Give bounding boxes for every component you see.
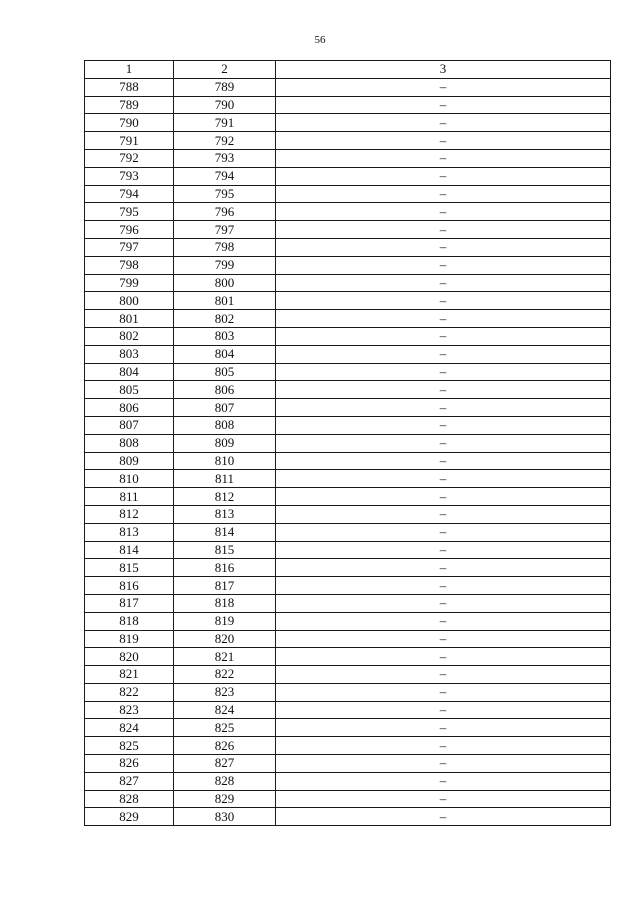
table-cell-col-3: –	[276, 363, 611, 381]
table-cell-col-1: 795	[85, 203, 174, 221]
table-cell-col-3: –	[276, 256, 611, 274]
table-cell-col-1: 796	[85, 221, 174, 239]
table-row	[85, 363, 611, 381]
table-row	[85, 274, 611, 292]
table-cell-col-3: –	[276, 345, 611, 363]
table-row	[85, 416, 611, 434]
table-cell-col-2: 822	[174, 666, 276, 684]
table-cell-col-2: 811	[174, 470, 276, 488]
table-cell-col-3: –	[276, 755, 611, 773]
table-cell-col-3: –	[276, 701, 611, 719]
table-cell-col-1: 811	[85, 488, 174, 506]
table-cell-col-2: 793	[174, 149, 276, 167]
table-header	[85, 61, 611, 79]
table-cell-col-2: 809	[174, 434, 276, 452]
table-row	[85, 559, 611, 577]
table-row	[85, 96, 611, 114]
table-row	[85, 772, 611, 790]
table-row	[85, 452, 611, 470]
table-cell-col-3: –	[276, 666, 611, 684]
page-number: 56	[314, 34, 326, 46]
table-cell-col-1: 809	[85, 452, 174, 470]
table-cell-col-1: 820	[85, 648, 174, 666]
table-cell-col-2: 812	[174, 488, 276, 506]
table-cell-col-3: –	[276, 203, 611, 221]
table-row	[85, 630, 611, 648]
table-row	[85, 292, 611, 310]
table-row	[85, 327, 611, 345]
table-cell-col-3: –	[276, 381, 611, 399]
table-cell-col-3: –	[276, 78, 611, 96]
table-row	[85, 114, 611, 132]
table-row	[85, 434, 611, 452]
table-cell-col-1: 790	[85, 114, 174, 132]
table-cell-col-1: 829	[85, 808, 174, 826]
table-cell-col-2: 794	[174, 167, 276, 185]
table-cell-col-2: 823	[174, 683, 276, 701]
table-cell-col-1: 823	[85, 701, 174, 719]
table-cell-col-1: 788	[85, 78, 174, 96]
table-cell-col-2: 814	[174, 523, 276, 541]
column-header-2: 2	[174, 61, 276, 79]
table-cell-col-1: 808	[85, 434, 174, 452]
table-row	[85, 755, 611, 773]
table-cell-col-3: –	[276, 185, 611, 203]
table-cell-col-3: –	[276, 559, 611, 577]
table-cell-col-3: –	[276, 808, 611, 826]
table-row	[85, 470, 611, 488]
table-cell-col-1: 827	[85, 772, 174, 790]
table-row	[85, 185, 611, 203]
table-cell-col-3: –	[276, 274, 611, 292]
table-cell-col-1: 797	[85, 238, 174, 256]
table-cell-col-2: 817	[174, 577, 276, 595]
table-row	[85, 345, 611, 363]
header-row	[85, 61, 611, 79]
table-cell-col-3: –	[276, 719, 611, 737]
table-row	[85, 719, 611, 737]
table-cell-col-2: 808	[174, 416, 276, 434]
table-cell-col-2: 821	[174, 648, 276, 666]
table-cell-col-2: 829	[174, 790, 276, 808]
table-cell-col-3: –	[276, 132, 611, 150]
table-cell-col-1: 807	[85, 416, 174, 434]
table-cell-col-2: 792	[174, 132, 276, 150]
table-cell-col-2: 802	[174, 310, 276, 328]
table-cell-col-1: 792	[85, 149, 174, 167]
table-body	[85, 78, 611, 825]
table-row	[85, 683, 611, 701]
table-cell-col-1: 814	[85, 541, 174, 559]
table-cell-col-1: 801	[85, 310, 174, 328]
table-row	[85, 666, 611, 684]
table-cell-col-1: 800	[85, 292, 174, 310]
table-row	[85, 701, 611, 719]
table-cell-col-3: –	[276, 488, 611, 506]
table-cell-col-3: –	[276, 221, 611, 239]
table-cell-col-2: 828	[174, 772, 276, 790]
table-cell-col-3: –	[276, 683, 611, 701]
table-cell-col-2: 818	[174, 594, 276, 612]
table-row	[85, 505, 611, 523]
table-row	[85, 149, 611, 167]
table-cell-col-2: 824	[174, 701, 276, 719]
table-row	[85, 203, 611, 221]
table-cell-col-2: 805	[174, 363, 276, 381]
table-cell-col-2: 791	[174, 114, 276, 132]
table-cell-col-3: –	[276, 310, 611, 328]
table-cell-col-2: 795	[174, 185, 276, 203]
column-header-1: 1	[85, 61, 174, 79]
table-cell-col-3: –	[276, 505, 611, 523]
table-cell-col-2: 789	[174, 78, 276, 96]
table-row	[85, 221, 611, 239]
table-cell-col-1: 818	[85, 612, 174, 630]
table-cell-col-2: 826	[174, 737, 276, 755]
table-cell-col-2: 804	[174, 345, 276, 363]
table-cell-col-2: 807	[174, 399, 276, 417]
table-cell-col-3: –	[276, 523, 611, 541]
table-row	[85, 381, 611, 399]
table-cell-col-2: 815	[174, 541, 276, 559]
table-row	[85, 310, 611, 328]
table-cell-col-1: 816	[85, 577, 174, 595]
table-row	[85, 612, 611, 630]
table-cell-col-3: –	[276, 434, 611, 452]
table-cell-col-1: 822	[85, 683, 174, 701]
table-cell-col-2: 819	[174, 612, 276, 630]
table-cell-col-1: 793	[85, 167, 174, 185]
table-cell-col-1: 819	[85, 630, 174, 648]
column-header-3: 3	[276, 61, 611, 79]
table-cell-col-3: –	[276, 737, 611, 755]
table-row	[85, 399, 611, 417]
table-cell-col-1: 806	[85, 399, 174, 417]
table-cell-col-3: –	[276, 96, 611, 114]
table-cell-col-1: 821	[85, 666, 174, 684]
table-cell-col-1: 815	[85, 559, 174, 577]
table-cell-col-2: 798	[174, 238, 276, 256]
table-cell-col-2: 790	[174, 96, 276, 114]
table-row	[85, 648, 611, 666]
table-cell-col-2: 801	[174, 292, 276, 310]
table-cell-col-3: –	[276, 292, 611, 310]
table-row	[85, 790, 611, 808]
table-cell-col-1: 789	[85, 96, 174, 114]
table-cell-col-1: 799	[85, 274, 174, 292]
table-row	[85, 523, 611, 541]
table-cell-col-3: –	[276, 470, 611, 488]
table-cell-col-1: 817	[85, 594, 174, 612]
table-cell-col-2: 796	[174, 203, 276, 221]
table-cell-col-1: 805	[85, 381, 174, 399]
data-table	[84, 60, 611, 826]
table-cell-col-3: –	[276, 416, 611, 434]
table-cell-col-3: –	[276, 327, 611, 345]
table-cell-col-3: –	[276, 541, 611, 559]
table-cell-col-1: 810	[85, 470, 174, 488]
table-cell-col-1: 803	[85, 345, 174, 363]
table-row	[85, 167, 611, 185]
table-cell-col-2: 799	[174, 256, 276, 274]
table-cell-col-3: –	[276, 238, 611, 256]
table-cell-col-3: –	[276, 790, 611, 808]
table-cell-col-2: 806	[174, 381, 276, 399]
table-cell-col-2: 825	[174, 719, 276, 737]
table-cell-col-2: 816	[174, 559, 276, 577]
table-row	[85, 256, 611, 274]
table-cell-col-2: 803	[174, 327, 276, 345]
table-row	[85, 78, 611, 96]
table-row	[85, 132, 611, 150]
table-cell-col-1: 813	[85, 523, 174, 541]
table-cell-col-2: 797	[174, 221, 276, 239]
table-cell-col-3: –	[276, 399, 611, 417]
table-row	[85, 594, 611, 612]
table-cell-col-2: 813	[174, 505, 276, 523]
table-cell-col-1: 826	[85, 755, 174, 773]
table-cell-col-3: –	[276, 452, 611, 470]
table-cell-col-3: –	[276, 167, 611, 185]
table-row	[85, 541, 611, 559]
table-row	[85, 808, 611, 826]
table-cell-col-3: –	[276, 577, 611, 595]
table-cell-col-3: –	[276, 114, 611, 132]
table-row	[85, 737, 611, 755]
table-row	[85, 238, 611, 256]
table-row	[85, 488, 611, 506]
table-cell-col-1: 825	[85, 737, 174, 755]
table-cell-col-2: 827	[174, 755, 276, 773]
table-row	[85, 577, 611, 595]
table-cell-col-1: 794	[85, 185, 174, 203]
table-cell-col-3: –	[276, 630, 611, 648]
table-cell-col-1: 824	[85, 719, 174, 737]
table-cell-col-1: 828	[85, 790, 174, 808]
table-cell-col-2: 810	[174, 452, 276, 470]
table-cell-col-1: 804	[85, 363, 174, 381]
table-cell-col-3: –	[276, 772, 611, 790]
table-cell-col-2: 830	[174, 808, 276, 826]
table-cell-col-1: 798	[85, 256, 174, 274]
table-cell-col-3: –	[276, 612, 611, 630]
table-cell-col-1: 791	[85, 132, 174, 150]
table-cell-col-3: –	[276, 648, 611, 666]
table-cell-col-3: –	[276, 149, 611, 167]
table-cell-col-3: –	[276, 594, 611, 612]
table-cell-col-2: 820	[174, 630, 276, 648]
table-cell-col-2: 800	[174, 274, 276, 292]
table-cell-col-1: 812	[85, 505, 174, 523]
table-cell-col-1: 802	[85, 327, 174, 345]
